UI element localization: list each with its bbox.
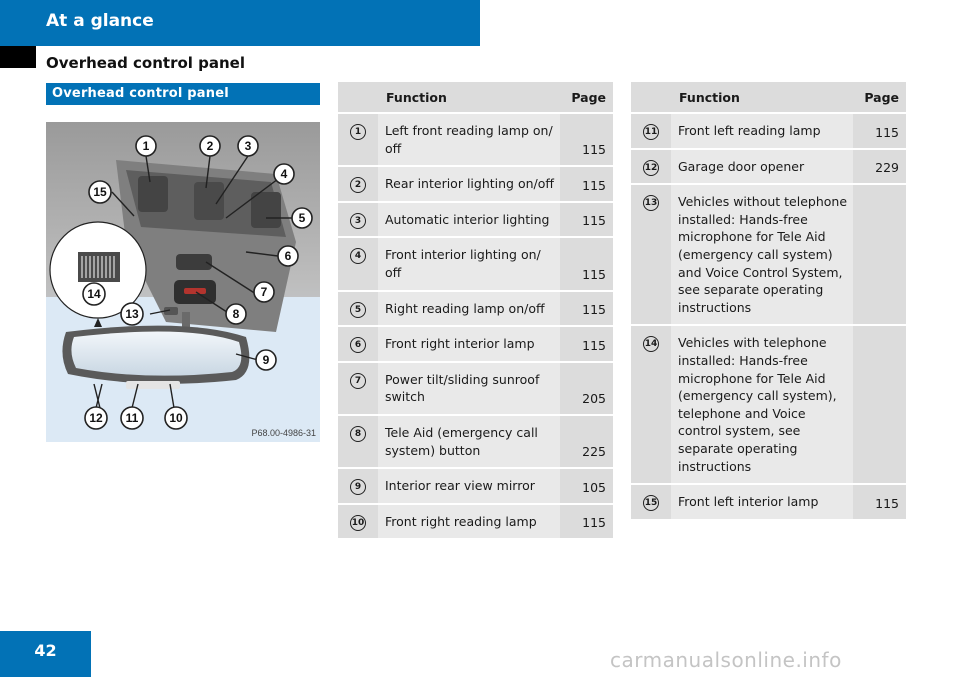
function-description: Tele Aid (emergency call system) button (378, 415, 560, 468)
reading-lamp-left (138, 176, 168, 212)
callout-number: 10 (350, 515, 366, 531)
callout-number: 11 (643, 124, 659, 140)
row-number-cell (338, 237, 378, 290)
callout-number: 15 (643, 495, 659, 511)
function-description: Garage door opener (671, 149, 853, 185)
row-number-cell (338, 291, 378, 327)
callout-number: 4 (350, 248, 366, 264)
function-description: Front left reading lamp (671, 113, 853, 149)
row-number-cell (338, 113, 378, 166)
callout-number: 14 (643, 336, 659, 352)
page-reference: 115 (560, 237, 613, 290)
callout-5: 5 (298, 211, 306, 225)
tele-aid-button (184, 288, 206, 294)
row-number-cell (338, 415, 378, 468)
table-row (338, 166, 613, 202)
function-description: Vehicles without telephone installed: Hands-free microphone for Tele Aid (emergency call system) and Voice Control System, see separate operating instructions (671, 184, 853, 325)
row-number-cell (338, 326, 378, 362)
row-number-cell (631, 113, 671, 149)
table-row (338, 326, 613, 362)
function-description: Automatic interior lighting (378, 202, 560, 238)
page-reference: 115 (560, 202, 613, 238)
callout-number: 1 (350, 124, 366, 140)
function-table-right (631, 82, 906, 521)
page-reference: 115 (560, 504, 613, 540)
callout-number: 5 (350, 302, 366, 318)
row-number-cell (338, 362, 378, 415)
reading-lamp-right (251, 192, 281, 228)
overhead-panel-photo (46, 122, 320, 442)
function-description: Front interior lighting on/ off (378, 237, 560, 290)
table-row (338, 415, 613, 468)
callout-number: 6 (350, 337, 366, 353)
page-number: 42 (34, 641, 57, 660)
watermark: carmanualsonline.info (610, 648, 842, 672)
column-header-function: Function (378, 82, 560, 113)
row-number-cell (338, 166, 378, 202)
column-header-number (631, 82, 671, 113)
table-row (338, 202, 613, 238)
callout-number: 9 (350, 479, 366, 495)
figure-title: Overhead control panel (52, 86, 229, 101)
function-description: Rear interior lighting on/off (378, 166, 560, 202)
table-header-row (631, 82, 906, 113)
callout-11: 11 (125, 411, 139, 425)
row-number-cell (338, 468, 378, 504)
table-row (631, 484, 906, 520)
function-description: Interior rear view mirror (378, 468, 560, 504)
callout-12: 12 (89, 411, 103, 425)
mirror-glass (71, 332, 241, 376)
function-description: Front left interior lamp (671, 484, 853, 520)
callout-13: 13 (125, 307, 139, 321)
callout-number: 3 (350, 213, 366, 229)
table-row (338, 291, 613, 327)
table-header-row (338, 82, 613, 113)
light-switch-group (194, 182, 224, 220)
callout-6: 6 (284, 249, 292, 263)
row-number-cell (631, 149, 671, 185)
page-title: Overhead control panel (46, 54, 245, 72)
header-tab-marker (0, 46, 36, 68)
function-description: Power tilt/sliding sunroof switch (378, 362, 560, 415)
callout-4: 4 (280, 167, 288, 181)
callout-15: 15 (93, 185, 107, 199)
callout-number: 2 (350, 177, 366, 193)
page-reference: 229 (853, 149, 906, 185)
callout-2: 2 (206, 139, 214, 153)
page-reference (853, 325, 906, 484)
table-row (338, 504, 613, 540)
column-header-page: Page (560, 82, 613, 113)
callout-number: 8 (350, 426, 366, 442)
callout-9: 9 (262, 353, 270, 367)
section-title: At a glance (46, 11, 154, 31)
table-row (338, 362, 613, 415)
table-row (338, 237, 613, 290)
callout-number: 12 (643, 160, 659, 176)
table-row (631, 113, 906, 149)
table-row (631, 325, 906, 484)
page-reference: 205 (560, 362, 613, 415)
page-reference: 225 (560, 415, 613, 468)
column-header-function: Function (671, 82, 853, 113)
function-description: Right reading lamp on/off (378, 291, 560, 327)
function-description: Front right reading lamp (378, 504, 560, 540)
function-table-left (338, 82, 613, 540)
figure-caption-code: P68.00-4986-31 (251, 428, 316, 438)
garage-opener-buttons (126, 381, 180, 389)
function-description: Front right interior lamp (378, 326, 560, 362)
column-header-page: Page (853, 82, 906, 113)
row-number-cell (631, 484, 671, 520)
page-reference: 115 (853, 113, 906, 149)
callout-3: 3 (244, 139, 252, 153)
table-row (338, 113, 613, 166)
page-reference: 115 (560, 291, 613, 327)
page-reference: 105 (560, 468, 613, 504)
row-number-cell (631, 325, 671, 484)
callout-7: 7 (260, 285, 268, 299)
row-number-cell (338, 202, 378, 238)
table-row (631, 149, 906, 185)
function-description: Left front reading lamp on/ off (378, 113, 560, 166)
callout-number: 13 (643, 195, 659, 211)
page-reference: 115 (853, 484, 906, 520)
column-header-number (338, 82, 378, 113)
page-reference: 115 (560, 113, 613, 166)
table-row (631, 184, 906, 325)
table-row (338, 468, 613, 504)
callout-14: 14 (87, 287, 101, 301)
callout-1: 1 (142, 139, 150, 153)
callout-10: 10 (169, 411, 183, 425)
page-reference: 115 (560, 326, 613, 362)
function-description: Vehicles with telephone installed: Hands-free microphone for Tele Aid (emergency call system), telephone and Voice control system, see separate operating instructions (671, 325, 853, 484)
row-number-cell (338, 504, 378, 540)
callout-number: 7 (350, 373, 366, 389)
row-number-cell (631, 184, 671, 325)
page-reference (853, 184, 906, 325)
callout-8: 8 (232, 307, 240, 321)
page-reference: 115 (560, 166, 613, 202)
